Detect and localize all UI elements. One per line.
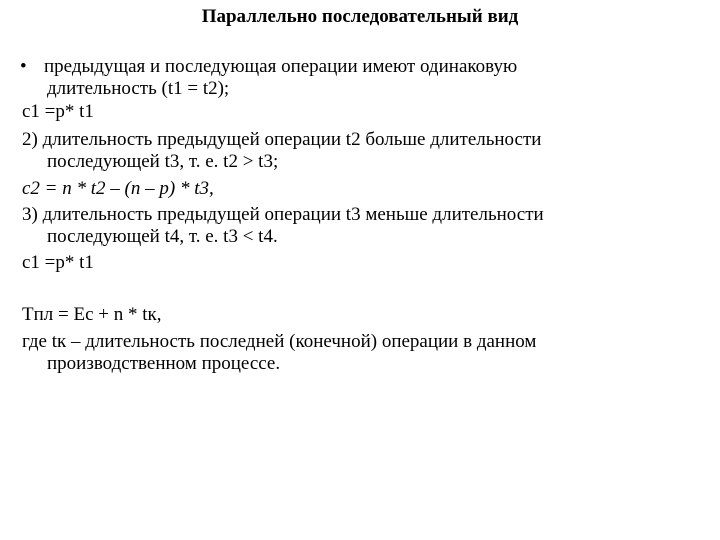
text-line-1: предыдущая и последующая операции имеют одинаковую	[44, 56, 518, 77]
formula-c1-repeat: c1 =p* t1	[22, 252, 94, 273]
formula-c1: c1 =p* t1	[22, 101, 94, 122]
text-line-case-2-cont: последующей t3, т. е. t2 > t3;	[47, 151, 279, 172]
text-line-case-3: 3) длительность предыдущей операции t3 меньше длительности	[22, 204, 544, 225]
text-line-case-2: 2) длительность предыдущей операции t2 больше длительности	[22, 129, 542, 150]
slide-title: Параллельно последовательный вид	[201, 6, 519, 27]
text-line-2: длительность (t1 = t2);	[47, 78, 230, 99]
text-line-case-3-cont: последующей t4, т. е. t3 < t4.	[47, 226, 278, 247]
formula-tpl: Tпл = Ec + n * tк,	[22, 304, 162, 325]
bullet-icon: •	[20, 56, 27, 77]
text-line-tk-cont: производственном процессе.	[47, 353, 281, 374]
text-line-tk: где tк – длительность последней (конечной) операции в данном	[22, 331, 537, 352]
formula-c2: c2 = n * t2 – (n – p) * t3,	[22, 178, 214, 199]
